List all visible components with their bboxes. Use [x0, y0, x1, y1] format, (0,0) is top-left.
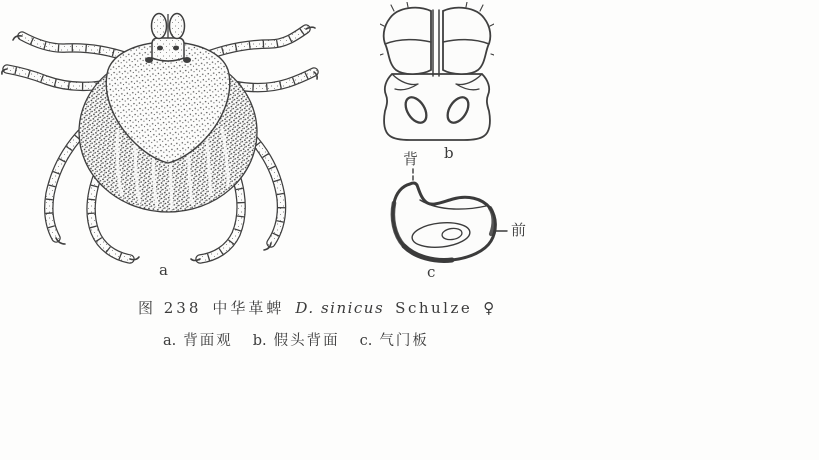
caption-species-latin: D. sinicus — [295, 299, 385, 317]
spiracle-outline — [393, 183, 495, 260]
caption-part-a-label: 背面观 — [183, 333, 233, 349]
caption-part-b-key: b. — [252, 333, 267, 349]
annotation-dorsal: 背 — [403, 150, 419, 168]
caption-figure-number: 图 238 — [138, 299, 202, 317]
figure-b-label: b — [444, 144, 454, 162]
caption-part-a-key: a. — [163, 333, 177, 349]
figure-caption-parts — [163, 329, 429, 350]
caption-sex-symbol: ♀ — [483, 299, 496, 317]
caption-part-b — [253, 329, 340, 350]
chelicerae — [433, 10, 439, 76]
tick-capitulum — [152, 14, 185, 62]
figure-c-label: c — [427, 263, 436, 281]
capitulum-illustration — [380, 2, 494, 144]
caption-part-a — [163, 329, 233, 350]
caption-part-c — [360, 329, 429, 350]
palp-right — [443, 2, 494, 74]
figure-caption-title — [138, 297, 495, 318]
tick-dorsal-illustration — [0, 0, 322, 292]
annotation-anterior: 前 — [511, 221, 527, 239]
spiracular-plate-illustration — [388, 158, 538, 270]
basis-capituli — [384, 74, 490, 140]
caption-part-c-key: c. — [359, 333, 373, 349]
figure-a-label: a — [159, 261, 168, 279]
caption-part-b-label: 假头背面 — [273, 333, 340, 349]
caption-species-cn: 中华革蜱 — [212, 299, 285, 317]
palp-left — [380, 2, 431, 74]
caption-part-c-label: 气门板 — [379, 333, 429, 349]
caption-author: Schulze — [395, 299, 473, 317]
